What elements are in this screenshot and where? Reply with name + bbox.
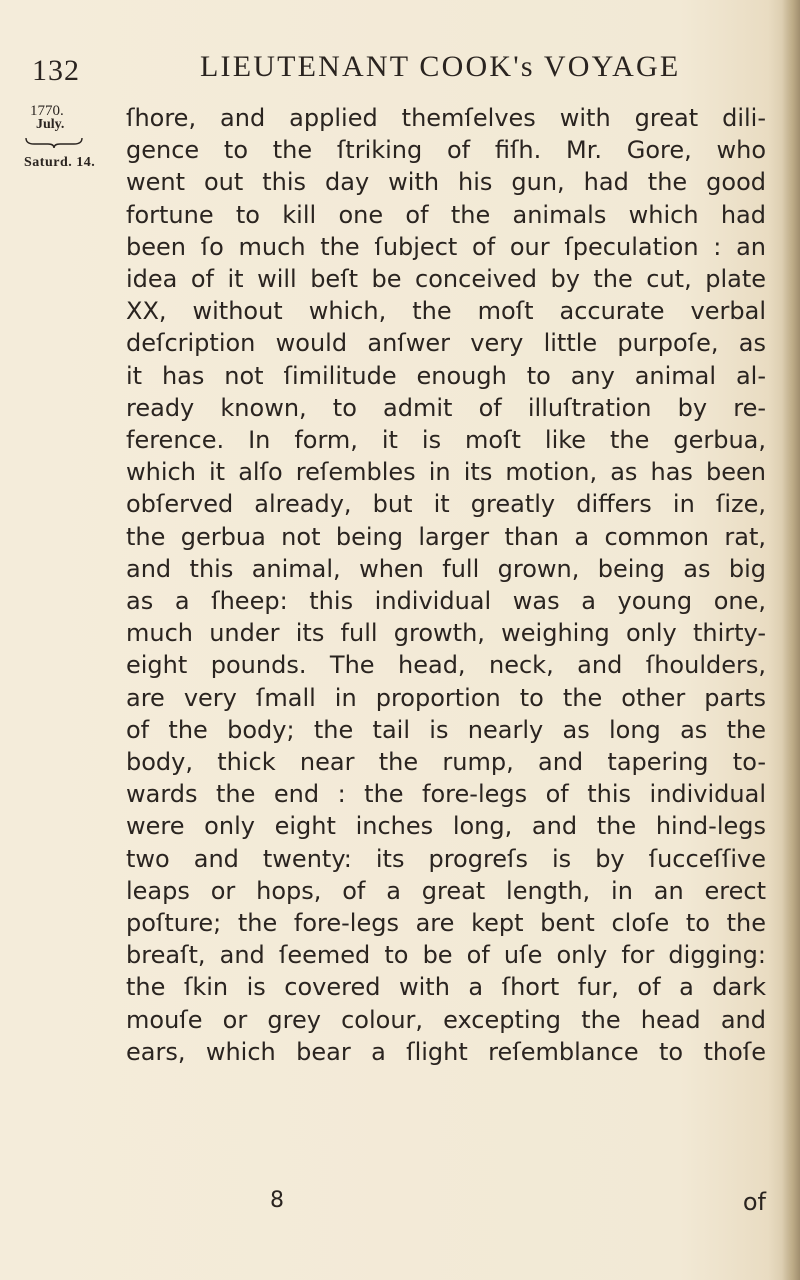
text-line: were only eight inches long, and the hind-legs [126, 812, 766, 841]
text-line: wards the end : the fore-legs of this individual [126, 780, 766, 809]
text-line: been ſo much the ſubject of our ſpeculation : an [126, 232, 766, 261]
text-line: as a ſheep: this individual was a young one, [126, 587, 766, 616]
text-line: mouſe or grey colour, excepting the head and [126, 1005, 766, 1034]
text-line: which it alſo reſembles in its motion, as has been [126, 458, 766, 487]
brace-icon [24, 136, 84, 148]
text-line: breaſt, and ſeemed to be of uſe only for digging: [126, 941, 766, 970]
text-line: the ſkin is covered with a ſhort fur, of a dark [126, 973, 766, 1002]
running-head: LIEUTENANT COOK's VOYAGE [200, 50, 681, 83]
text-line: idea of it will beſt be conceived by the cut, plate [126, 265, 766, 294]
signature-mark: 8 [270, 1188, 284, 1213]
text-line: obſerved already, but it greatly differs in ſize, [126, 490, 766, 519]
text-line: eight pounds. The head, neck, and ſhoulders, [126, 651, 766, 680]
text-line: ready known, to admit of illuſtration by re- [126, 393, 766, 422]
text-line: and this animal, when full grown, being as big [126, 554, 766, 583]
text-line: ference. In form, it is moſt like the gerbua, [126, 426, 766, 455]
catchword: of [742, 1188, 766, 1216]
page-edge-shadow [782, 0, 800, 1280]
text-line: the gerbua not being larger than a common rat, [126, 522, 766, 551]
text-line: are very ſmall in proportion to the other parts [126, 683, 766, 712]
text-line: deſcription would anſwer very little purpoſe, as [126, 329, 766, 358]
text-line: poſture; the fore-legs are kept bent cloſe to the [126, 909, 766, 938]
page-header [30, 50, 770, 100]
text-line: it has not ſimilitude enough to any animal al- [126, 361, 766, 390]
text-line: body, thick near the rump, and tapering to- [126, 748, 766, 777]
page-number: 132 [32, 54, 80, 87]
text-line: much under its full growth, weighing only thirty- [126, 619, 766, 648]
text-line: two and twenty: its progreſs is by ſucceſſive [126, 844, 766, 873]
margin-day: Saturd. 14. [24, 155, 96, 170]
margin-date-note [24, 104, 104, 170]
text-line: ſhore, and applied themſelves with great dili- [126, 104, 766, 132]
text-line: went out this day with his gun, had the good [126, 168, 766, 197]
text-line: gence to the ſtriking of fiſh. Mr. Gore, who [126, 136, 766, 165]
text-line: of the body; the tail is nearly as long as the [126, 715, 766, 744]
text-line: leaps or hops, of a great length, in an erect [126, 876, 766, 905]
text-line: XX, without which, the moſt accurate verbal [126, 297, 766, 326]
text-line: ears, which bear a ſlight reſemblance to thoſe [126, 1037, 766, 1066]
margin-year: 1770. [30, 103, 64, 119]
margin-month: July. [36, 117, 65, 132]
text-line: fortune to kill one of the animals which had [126, 200, 766, 229]
body-text [126, 102, 766, 1068]
page-footer [126, 1188, 766, 1222]
